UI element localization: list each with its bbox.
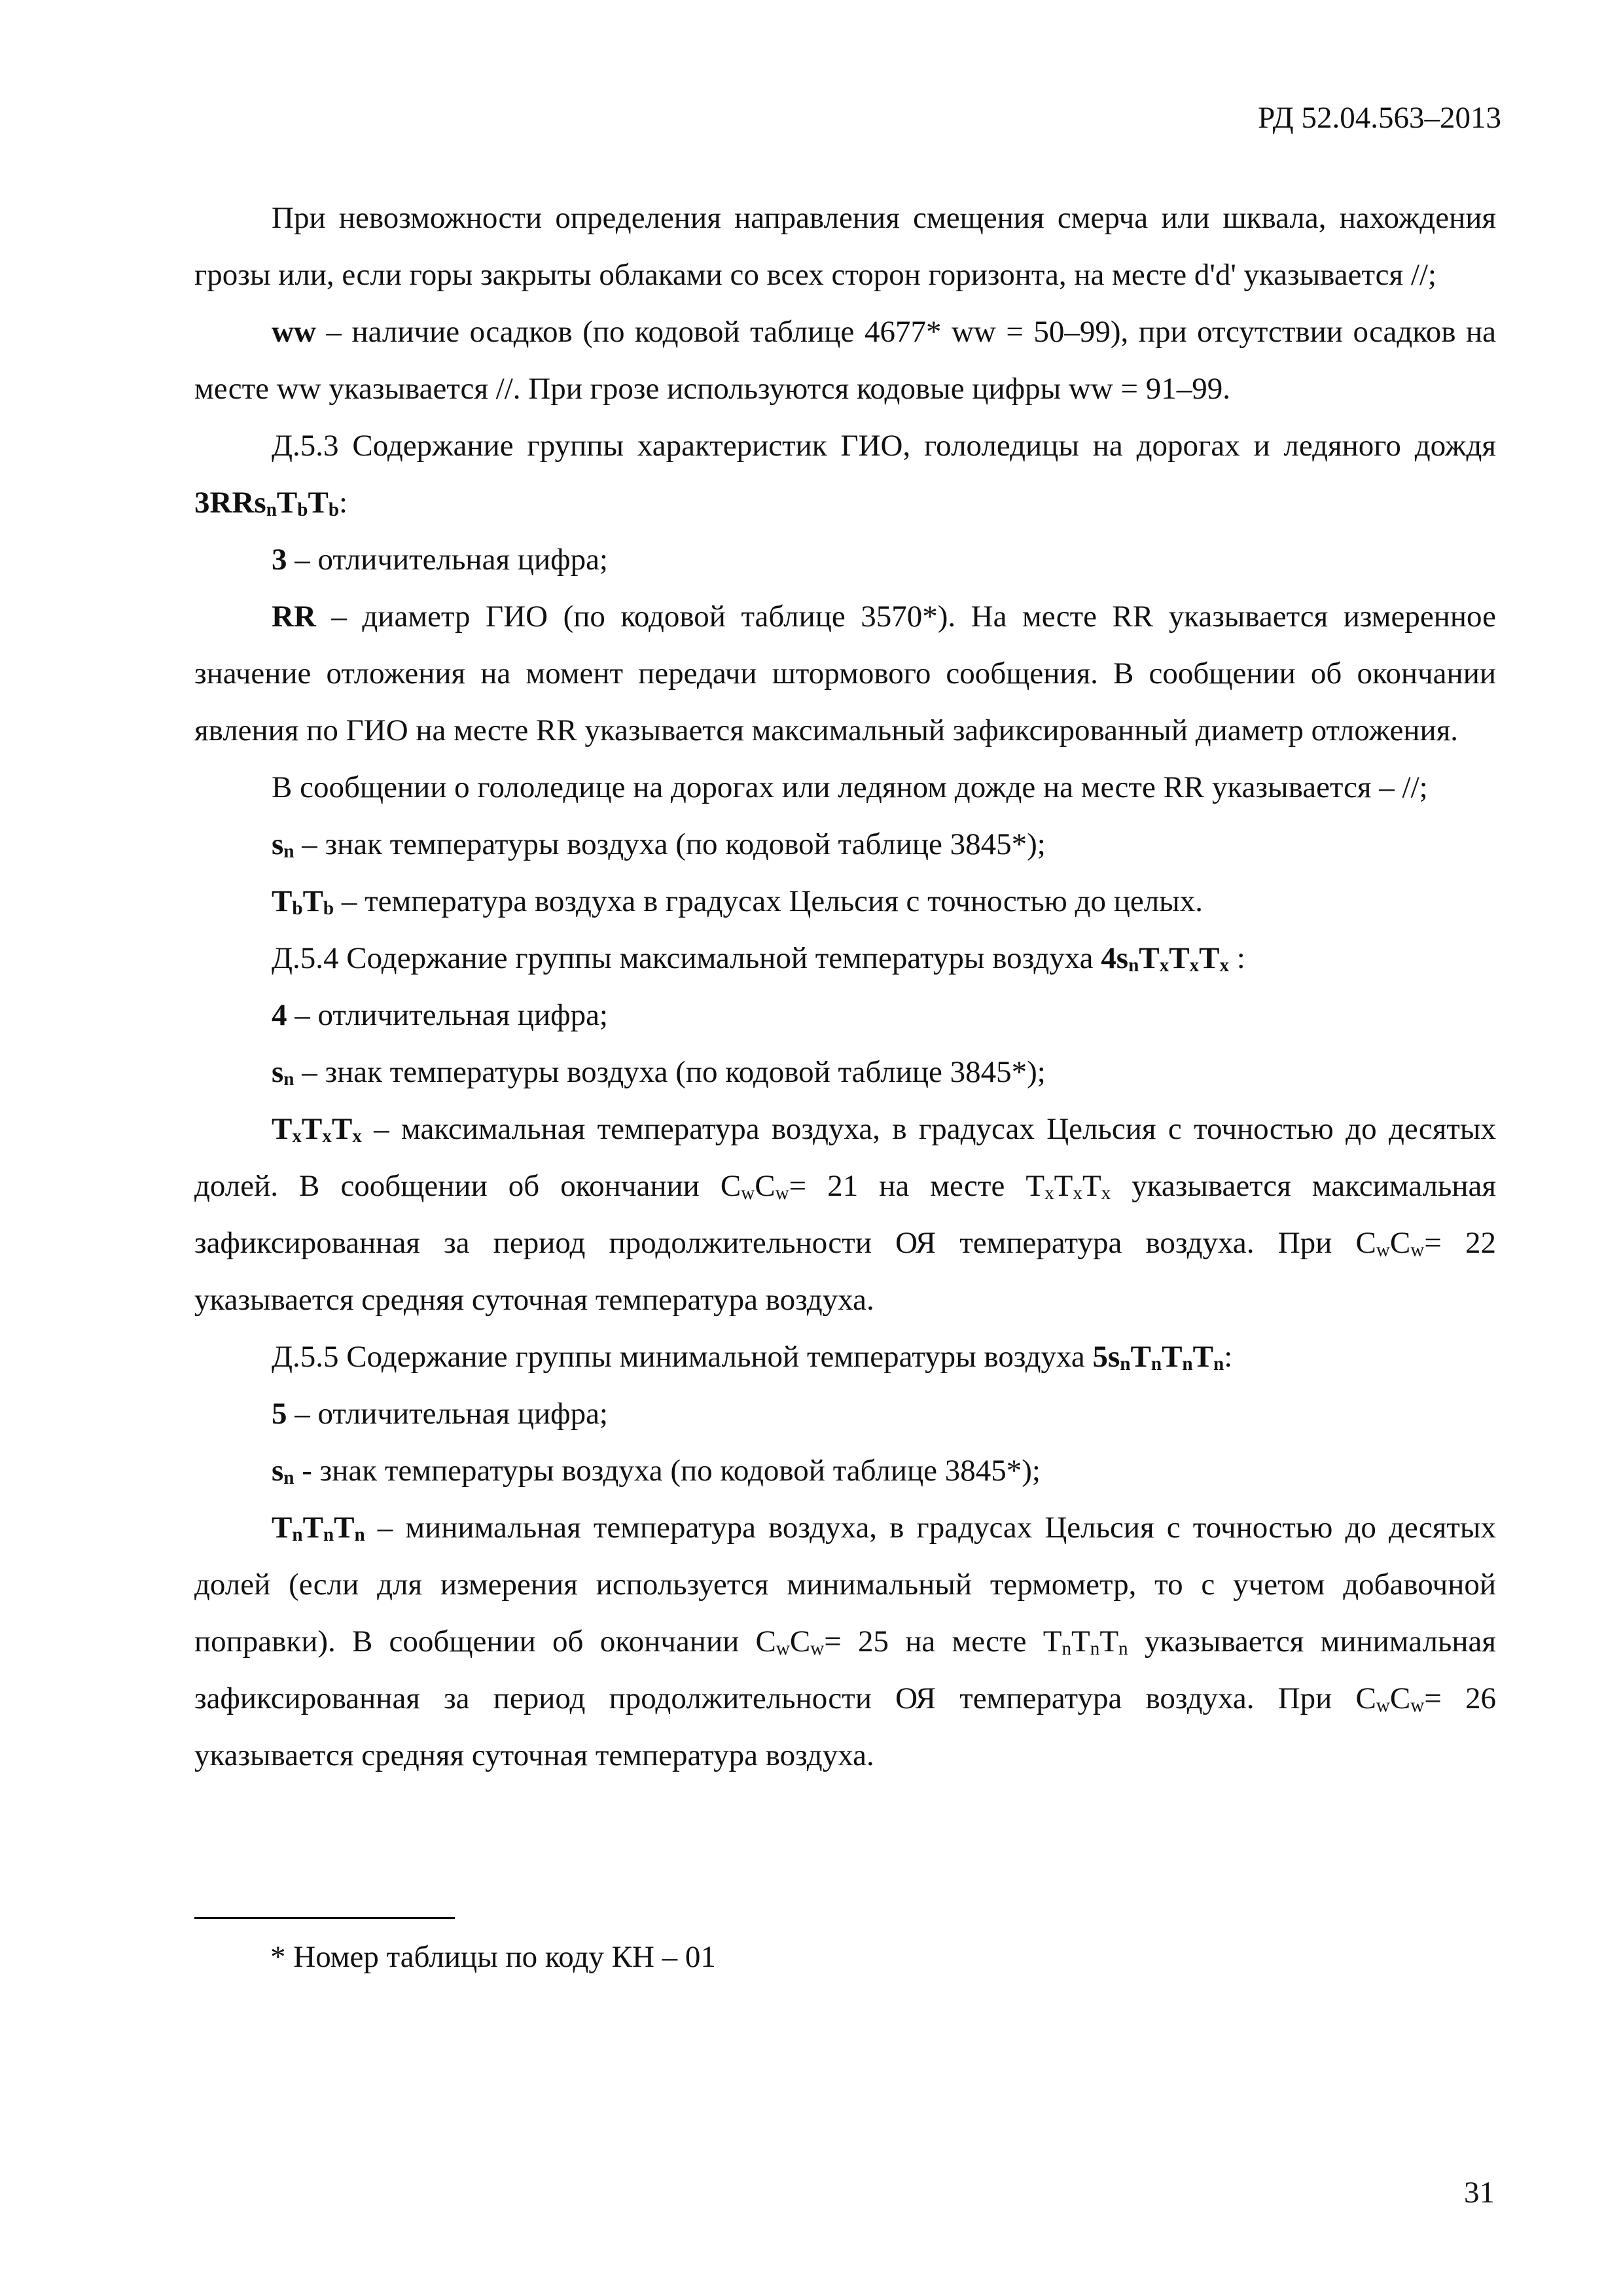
- document-code-header: РД 52.04.563–2013: [1258, 101, 1501, 135]
- term-4: 4: [272, 998, 287, 1032]
- group-code-4: 4snTxTxTx: [1101, 941, 1230, 977]
- section-d54-heading: Д.5.4 Содержание группы максимальной температуры воздуха 4snTxTxTx :: [272, 941, 1245, 977]
- section-d53-heading: Д.5.3 Содержание группы характеристик ГИО, гололедицы на дорогах и ледяного дождя 3RRsnTbTb:: [194, 429, 1496, 521]
- term-sn: sn: [272, 827, 294, 863]
- term-txtxtx: TxTxTx: [272, 1112, 362, 1147]
- paragraph-direction-unknown: При невозможности определения направления смещения смерча или шквала, нахождения грозы или, если горы закрыты облаками со всех сторон горизонта, на месте d'd' указывается //;: [194, 201, 1496, 292]
- term-3: 3: [272, 543, 287, 577]
- section-d53-text: Д.5.3 Содержание группы характеристик ГИО, гололедицы на дорогах и ледяного дождя: [272, 429, 1496, 463]
- cwcw-inline: CwCw: [755, 1624, 825, 1660]
- paragraph-txtxtx: TxTxTx – максимальная температура воздуха, в градусах Цельсия с точностью до десятых долей. В сообщении об окончании CwCw= 21 на месте TxTxTx указывается максимальная зафиксированная за период продолжительности ОЯ температура воздуха. При CwCw= 22 указывается средняя суточная температура воздуха.: [194, 1112, 1496, 1317]
- footnote: * Номер таблицы по коду КН – 01: [270, 1940, 716, 1974]
- term-sn: sn: [272, 1055, 294, 1090]
- term-tbtb: TbTb: [272, 884, 334, 920]
- page-number: 31: [1464, 2176, 1495, 2210]
- paragraph-digit-5: 5 – отличительная цифра;: [272, 1397, 608, 1431]
- term-ww: ww: [272, 315, 316, 349]
- term-tntntn: TnTnTn: [272, 1511, 365, 1546]
- cwcw-inline: CwCw: [1355, 1681, 1425, 1717]
- term-rr: RR: [272, 600, 316, 634]
- paragraph-rr: [194, 588, 1496, 759]
- paragraph-digit-3: 3 – отличительная цифра;: [272, 543, 608, 577]
- ww-description: – наличие осадков (по кодовой таблице 4677* ww = 50–99), при отсутствии осадков на месте ww указывается //. При грозе используются кодовые цифры ww = 91–99.: [194, 315, 1496, 406]
- paragraph-digit-4: 4 – отличительная цифра;: [272, 998, 608, 1032]
- rr-description: – диаметр ГИО (по кодовой таблице 3570*). На месте RR указывается измеренное значение отложения на момент передачи штормового сообщения. В сообщении об окончании явления по ГИО на месте RR указывается максимальный зафиксированный диаметр отложения.: [194, 600, 1496, 747]
- section-d55-heading: Д.5.5 Содержание группы минимальной температуры воздуха 5snTnTnTn:: [272, 1340, 1233, 1375]
- term-5: 5: [272, 1397, 287, 1431]
- paragraph-tbtb: TbTb – температура воздуха в градусах Цельсия с точностью до целых.: [272, 884, 1203, 920]
- paragraph-tntntn: TnTnTn – минимальная температура воздуха, в градусах Цельсия с точностью до десятых долей (если для измерения используется минимальный термометр, то с учетом добавочной поправки). В сообщении об окончании CwCw= 25 на месте TnTnTn указывается минимальная зафиксированная за период продолжительности ОЯ температура воздуха. При CwCw= 26 указывается средняя суточная температура воздуха.: [194, 1511, 1496, 1772]
- paragraph-sn-d55: sn - знак температуры воздуха (по кодовой таблице 3845*);: [272, 1454, 1041, 1489]
- footnote-divider: [194, 1917, 455, 1919]
- paragraph-sn-d54: sn – знак температуры воздуха (по кодовой таблице 3845*);: [272, 1055, 1046, 1090]
- paragraph-ice-roads: В сообщении о гололедице на дорогах или ледяном дожде на месте RR указывается – //;: [272, 770, 1428, 804]
- group-code-5: 5snTnTnTn: [1092, 1340, 1224, 1375]
- cwcw-inline: CwCw: [720, 1169, 789, 1204]
- txtxtx-inline: TxTxTx: [1026, 1169, 1111, 1204]
- term-sn: sn: [272, 1454, 294, 1489]
- document-body: [194, 190, 1496, 1784]
- group-code-3: 3RRsnTbTb: [194, 486, 340, 521]
- cwcw-inline: CwCw: [1355, 1226, 1425, 1261]
- paragraph-sn-d53: sn – знак температуры воздуха (по кодовой таблице 3845*);: [272, 827, 1046, 863]
- tntntn-inline: TnTnTn: [1043, 1624, 1128, 1660]
- paragraph-ww: [194, 304, 1496, 418]
